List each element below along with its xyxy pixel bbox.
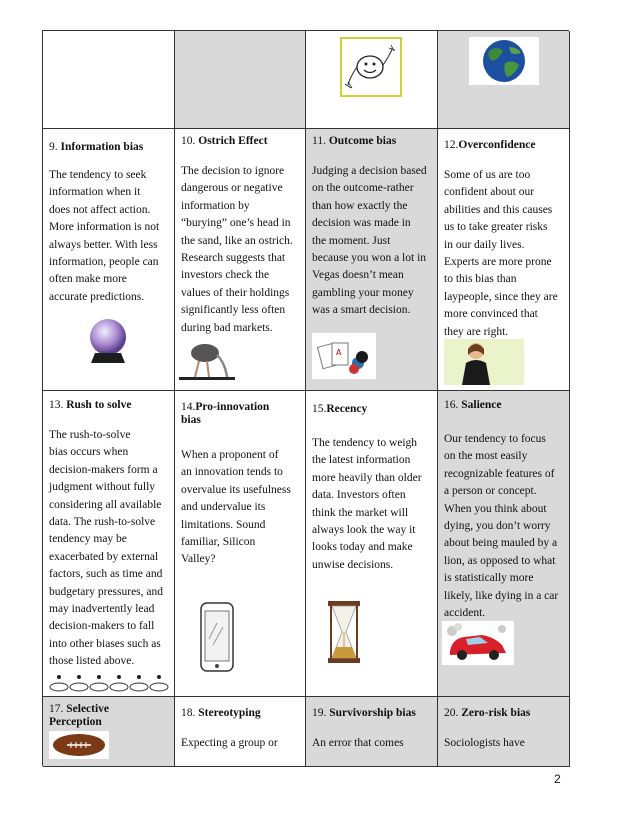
cell-salience: [438, 391, 570, 697]
smartphone-icon: [179, 599, 255, 675]
cell-outcome-bias: [306, 129, 438, 391]
cell-title: 20. Zero-risk bias: [444, 707, 531, 719]
cell-body: The rush-to-solve bias occurs when decision-makers form a judgment without fully considering all available data. The rush-to-solve tendency may be exacerbated by external factors, such as time and budgetary pressures, and may inadvertently lead decision-makers to fall into other biases such as those listed above.: [49, 429, 164, 668]
football-icon: [49, 731, 109, 759]
cell-body: Judging a decision based on the outcome-rather than how exactly the decision was made in the moment. Just because you won a lot in Vegas doesn’t mean gambling your money was a smart decision.: [312, 165, 427, 317]
cell-body: Our tendency to focus on the most easily recognizable features of a person or concept. When you think about dying, you don’t worry about being mauled by a lion, as opposed to what is statistically more likely, like dying in a car accident.: [444, 433, 559, 620]
page-number: 2: [554, 772, 561, 786]
cell-body: The tendency to seek information when it does not affect action. More information is not always better. With less information, people can often make more accurate predictions.: [49, 169, 160, 303]
crystal-ball-icon: [83, 315, 133, 365]
cell-body: Sociologists have: [444, 737, 525, 749]
cell-recency: [306, 391, 438, 697]
running-figures-icon: [49, 673, 171, 693]
row1-cell1: [43, 31, 175, 129]
svg-text:A: A: [336, 348, 342, 357]
cell-information-bias: [43, 129, 175, 391]
cell-title: 18. Stereotyping: [181, 707, 261, 719]
cell-survivorship-bias: [306, 697, 438, 767]
cell-stereotyping: [175, 697, 306, 767]
crashed-car-icon: [442, 621, 514, 665]
row1-cell2: [175, 31, 306, 129]
cell-body: The tendency to weigh the latest information more heavily than older data. Investors often think the market will always look the way it looks today and make unwise decisions.: [312, 437, 422, 571]
cell-body: The decision to ignore dangerous or negative information by “burying” one’s head in the sand, like an ostrich. Research suggests that investors check the values of their holdings significantly less often during bad markets.: [181, 165, 293, 334]
cell-title: 12.Overconfidence: [444, 139, 536, 151]
bias-table: [42, 30, 569, 766]
globe-icon: [469, 37, 539, 85]
cell-title: 13. Rush to solve: [49, 399, 132, 411]
row1-cell4: [438, 31, 570, 129]
cell-title: 14.Pro-innovation bias: [181, 401, 270, 426]
cell-body: Expecting a group or: [181, 737, 278, 749]
cell-pro-innovation-bias: [175, 391, 306, 697]
cell-overconfidence: [438, 129, 570, 391]
cell-title: 16. Salience: [444, 399, 502, 411]
cell-title: 15.Recency: [312, 403, 368, 415]
cell-body: Some of us are too confident about our abilities and this causes us to take greater risks in our daily lives. Experts are more prone to this bias than laypeople, since they are more convinced that they are right.: [444, 169, 558, 338]
cell-title: 17. Selective Perception: [49, 703, 110, 728]
cell-zero-risk-bias: [438, 697, 570, 767]
cell-rush-to-solve: [43, 391, 175, 697]
cell-title: 9. Information bias: [49, 141, 144, 153]
cell-title: 19. Survivorship bias: [312, 707, 416, 719]
cell-body: When a proponent of an innovation tends to overvalue its usefulness and undervalue its limitations. Sound familiar, Silicon Valley?: [181, 449, 291, 566]
cell-body: An error that comes: [312, 737, 404, 749]
row1-cell3: [306, 31, 438, 129]
ostrich-icon: [179, 337, 235, 381]
businesswoman-icon: [444, 339, 524, 385]
cell-title: 10. Ostrich Effect: [181, 135, 268, 147]
cell-title: 11. Outcome bias: [312, 135, 397, 147]
hourglass-icon: [324, 601, 364, 663]
smiley-sketch-icon: [340, 37, 402, 97]
cell-ostrich-effect: [175, 129, 306, 391]
cell-selective-perception: [43, 697, 175, 767]
playing-cards-icon: [312, 333, 376, 379]
